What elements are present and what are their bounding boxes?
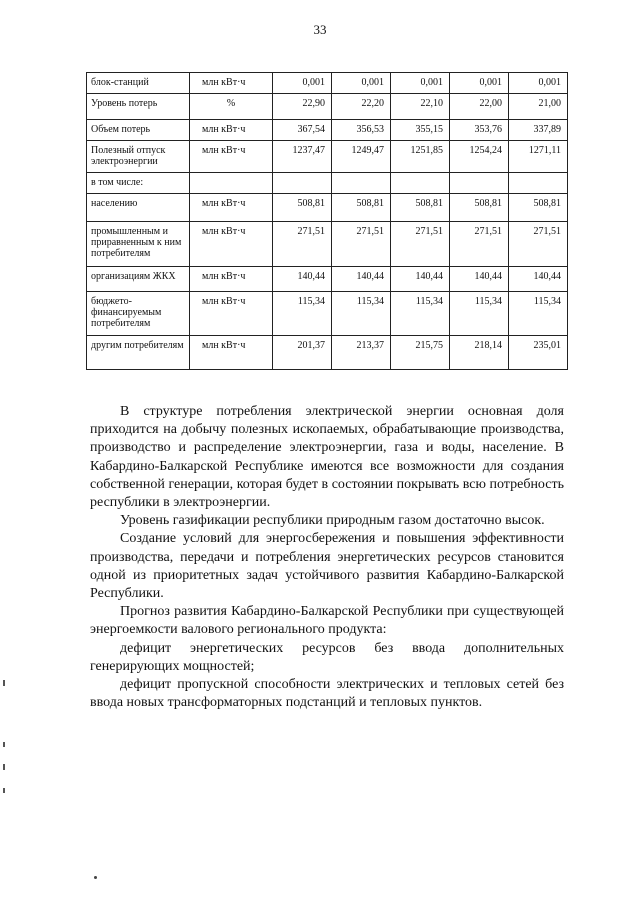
paragraph-energy-saving: Создание условий для энергосбережения и повышения эффективности производства, передачи и потребления энергетических ресурсов становится одной из приоритетных задач устойчивого развития Кабардино-Балкарской Республики. xyxy=(90,531,564,602)
table-row xyxy=(87,222,568,267)
value-cell: 508,81 xyxy=(332,194,391,222)
row-label: бюджето-финансируемым потребителям xyxy=(87,292,190,336)
value-cell: 0,001 xyxy=(391,73,450,94)
value-cell: 1237,47 xyxy=(273,141,332,173)
table-row xyxy=(87,73,568,94)
value-cell: 355,15 xyxy=(391,120,450,141)
energy-balance-table xyxy=(86,72,568,370)
value-cell: 0,001 xyxy=(450,73,509,94)
table-row xyxy=(87,94,568,120)
value-cell: 22,20 xyxy=(332,94,391,120)
paragraph-gasification: Уровень газификации республики природным газом достаточно высок. xyxy=(120,513,545,529)
table-row xyxy=(87,267,568,292)
table-row xyxy=(87,336,568,370)
value-cell: 271,51 xyxy=(332,222,391,267)
value-cell: 201,37 xyxy=(273,336,332,370)
margin-mark xyxy=(3,764,5,770)
row-unit: млн кВт·ч xyxy=(190,222,273,267)
value-cell: 1254,24 xyxy=(450,141,509,173)
margin-mark xyxy=(3,788,5,793)
row-unit: млн кВт·ч xyxy=(190,120,273,141)
value-cell: 235,01 xyxy=(509,336,568,370)
value-cell: 508,81 xyxy=(391,194,450,222)
value-cell: 140,44 xyxy=(273,267,332,292)
value-cell: 218,14 xyxy=(450,336,509,370)
table-row xyxy=(87,120,568,141)
value-cell: 140,44 xyxy=(332,267,391,292)
stray-dot xyxy=(94,876,97,879)
value-cell: 115,34 xyxy=(391,292,450,336)
value-cell xyxy=(332,173,391,194)
row-unit: млн кВт·ч xyxy=(190,292,273,336)
row-label: блок-станций xyxy=(87,73,190,94)
value-cell: 1249,47 xyxy=(332,141,391,173)
paragraph-consumption-structure: В структуре потребления электрической энергии основная доля приходится на добычу полезных ископаемых, обрабатывающие производства, производство и распределение электроэнергии, газа и воды, население. В Кабардино-Балкарской Республике имеются все возможности для создания собственной генерации, которая будет в состоянии покрывать всю потребность республики в электроэнергии. xyxy=(90,404,564,511)
value-cell xyxy=(391,173,450,194)
row-label: населению xyxy=(87,194,190,222)
value-cell: 22,00 xyxy=(450,94,509,120)
row-unit: млн кВт·ч xyxy=(190,141,273,173)
value-cell xyxy=(450,173,509,194)
row-label: Объем потерь xyxy=(87,120,190,141)
value-cell: 271,51 xyxy=(450,222,509,267)
value-cell: 215,75 xyxy=(391,336,450,370)
value-cell: 1251,85 xyxy=(391,141,450,173)
value-cell xyxy=(509,173,568,194)
row-label: Уровень потерь xyxy=(87,94,190,120)
value-cell: 367,54 xyxy=(273,120,332,141)
row-label: промышленным и приравненным к ним потребителям xyxy=(87,222,190,267)
row-unit xyxy=(190,173,273,194)
table-row xyxy=(87,194,568,222)
value-cell: 22,10 xyxy=(391,94,450,120)
row-unit: млн кВт·ч xyxy=(190,336,273,370)
row-unit: млн кВт·ч xyxy=(190,194,273,222)
value-cell: 353,76 xyxy=(450,120,509,141)
value-cell: 1271,11 xyxy=(509,141,568,173)
value-cell: 271,51 xyxy=(509,222,568,267)
paragraph-network-deficit: дефицит пропускной способности электрических и тепловых сетей без ввода новых трансформаторных подстанций и тепловых пунктов. xyxy=(90,677,564,711)
row-label: другим потребителям xyxy=(87,336,190,370)
value-cell: 115,34 xyxy=(509,292,568,336)
value-cell: 356,53 xyxy=(332,120,391,141)
value-cell: 115,34 xyxy=(332,292,391,336)
paragraph-resource-deficit: дефицит энергетических ресурсов без ввода дополнительных генерирующих мощностей; xyxy=(90,640,564,674)
value-cell: 0,001 xyxy=(273,73,332,94)
table-row xyxy=(87,173,568,194)
value-cell: 508,81 xyxy=(509,194,568,222)
page-number: 33 xyxy=(313,22,327,37)
value-cell: 140,44 xyxy=(509,267,568,292)
body-text xyxy=(90,403,564,712)
value-cell: 213,37 xyxy=(332,336,391,370)
value-cell: 508,81 xyxy=(450,194,509,222)
margin-mark xyxy=(3,680,5,686)
value-cell: 0,001 xyxy=(332,73,391,94)
table-row xyxy=(87,292,568,336)
value-cell: 0,001 xyxy=(509,73,568,94)
value-cell: 337,89 xyxy=(509,120,568,141)
row-unit: млн кВт·ч xyxy=(190,73,273,94)
value-cell: 115,34 xyxy=(450,292,509,336)
value-cell: 271,51 xyxy=(273,222,332,267)
row-unit: % xyxy=(190,94,273,120)
paragraph-forecast: Прогноз развития Кабардино-Балкарской Республики при существующей энергоемкости валового регионального продукта: xyxy=(90,604,564,638)
value-cell: 21,00 xyxy=(509,94,568,120)
row-unit: млн кВт·ч xyxy=(190,267,273,292)
value-cell: 115,34 xyxy=(273,292,332,336)
row-label: Полезный отпуск электроэнергии xyxy=(87,141,190,173)
value-cell: 140,44 xyxy=(450,267,509,292)
table-row xyxy=(87,141,568,173)
value-cell: 508,81 xyxy=(273,194,332,222)
value-cell xyxy=(273,173,332,194)
value-cell: 140,44 xyxy=(391,267,450,292)
row-label: в том числе: xyxy=(87,173,190,194)
value-cell: 271,51 xyxy=(391,222,450,267)
value-cell: 22,90 xyxy=(273,94,332,120)
margin-mark xyxy=(3,742,5,747)
row-label: организациям ЖКХ xyxy=(87,267,190,292)
